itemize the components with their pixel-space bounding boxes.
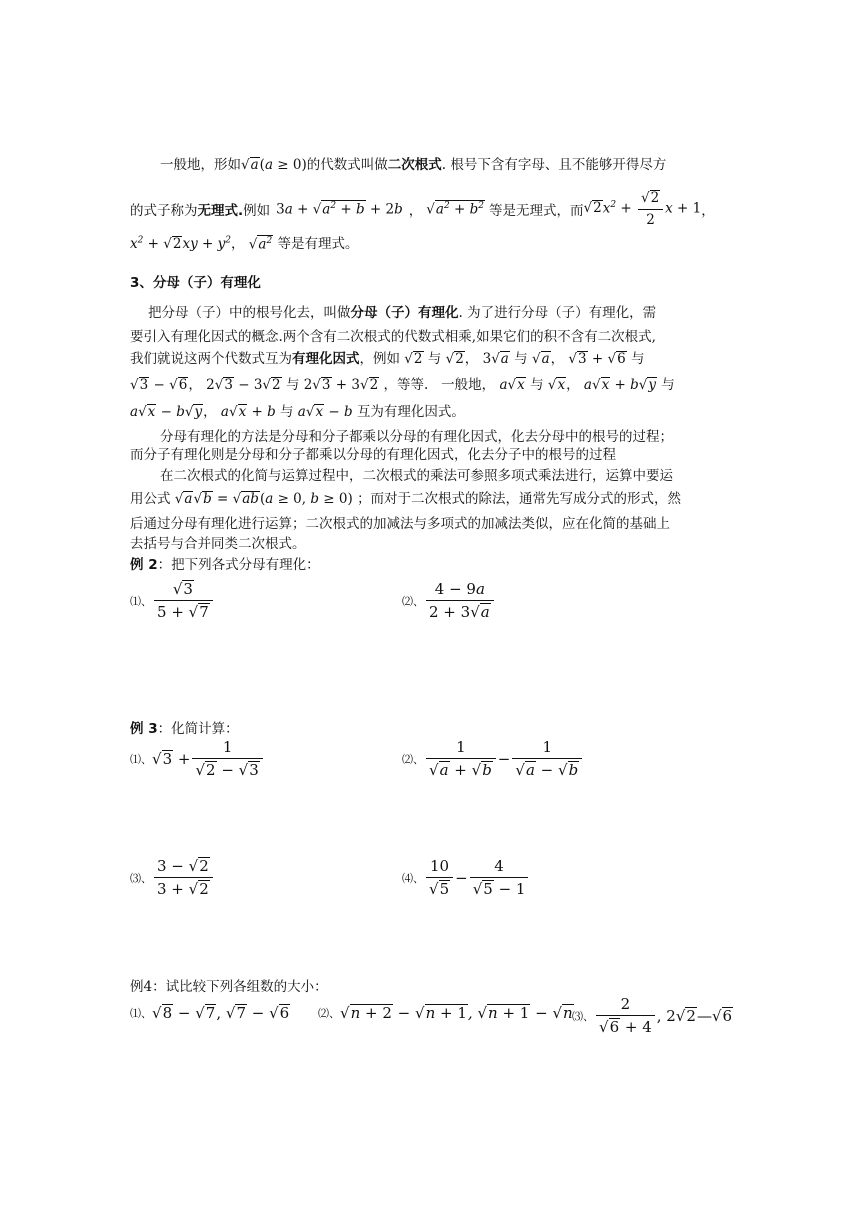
example-4-problem-2: ⑵、 √n + 2 − √n + 1, √n + 1 − √n <box>318 1004 573 1022</box>
intro-line-2: 的式子称为 无理式. 例如 $3a + √a^2 + b + 2b$ ， $√a^2 + b^2$ 等是无理式，而 $√2x^2$ + $\frac{√2}{2}$ x + 1 ， <box>130 190 715 228</box>
section3-line-5: a√x − b√y， a√x + b 与 a√x − b 互为有理化因式。 <box>130 404 465 420</box>
section3-line-2: 要引入有理化因式的概念.两个含有二次根式的代数式相乘,如果它们的积不含有二次根式, <box>130 329 656 345</box>
math-pair-6b: a√x − b√y <box>130 404 203 420</box>
example-4-problem-1: ⑴、 √8 − √7, √7 − √6 <box>130 1004 290 1022</box>
intro-line-1: 一般地，形如√a(a ≥ 0)的代数式叫做二次根式. 根号下含有字母、且不能够开得尽方 <box>160 157 667 173</box>
example-3-problem-3: ⑶、 $\frac{3 - √2}{3 + √2}$ <box>130 857 215 899</box>
example-3-problem-2: ⑵、 $\frac{1}{√a + √b}$ − $\frac{1}{√a - √b}$ <box>402 738 584 779</box>
section3-line-1: 把分母（子）中的根号化去，叫做分母（子）有理化. 为了进行分母（子）有理化，需 <box>148 305 657 321</box>
term-rationalize: 分母（子）有理化 <box>350 305 459 321</box>
math-compare-3: $\frac{2}{√6 + 4}$ , 2 √2 — √6 <box>594 995 733 1036</box>
math-frac-sqrt3-over-5-plus-sqrt7: $\frac{√3}{5 + √7}$ <box>154 580 213 622</box>
math-pair-6a: a√x + b√y 与 <box>583 377 675 393</box>
math-sqrt3-plus-frac: √3 + $\frac{1}{√2 - √3}$ <box>152 738 265 779</box>
term-irrational-expression: 无理式. <box>197 202 244 219</box>
math-example-irrational-2: $√a^2 + b^2$ <box>426 200 484 218</box>
math-example-rational-2: $x^2 + √2xy + y^2$ <box>130 235 231 252</box>
math-product-formula: √a√b = √ab(a ≥ 0, b ≥ 0) <box>174 491 353 507</box>
section3-line-10: 后通过分母有理化进行运算；二次根式的加减法与多项式的加减法类似，应在化简的基础上 <box>130 516 670 532</box>
example-2-heading: 例 2：把下列各式分母有理化： <box>130 557 320 573</box>
example-4-heading: 例4：试比较下列各组数的大小： <box>130 979 328 995</box>
section3-line-3: 我们就说这两个代数式互为有理化因式，例如 √2 与 √2， 3√a 与 √a， √3 + √6 与 <box>130 351 645 367</box>
example-3-problem-4: ⑷、 $\frac{10}{√5}$ − $\frac{4}{√5 - 1}$ <box>402 857 530 898</box>
math-compare-1: √8 − √7, √7 − √6 <box>152 1004 290 1022</box>
section3-line-6: 分母有理化的方法是分母和分子都乘以分母的有理化因式，化去分母中的根号的过程； <box>160 429 673 445</box>
math-example-rational-3: $√a^2$ <box>248 235 273 252</box>
section3-line-11: 去括号与合并同类二次根式。 <box>130 536 306 552</box>
math-pair-5: a√x 与 √x <box>499 377 566 393</box>
math-frac-10-over-sqrt5: $\frac{10}{√5}$ − $\frac{4}{√5 - 1}$ <box>424 857 530 898</box>
section3-line-8: 在二次根式的化简与运算过程中，二次根式的乘法可参照多项式乘法进行，运算中要运 <box>160 468 673 484</box>
math-compare-2: √n + 2 − √n + 1, √n + 1 − √n <box>340 1004 573 1022</box>
math-frac-4-minus-9a: $\frac{4 - 9a}{2 + 3√a}$ <box>426 580 494 621</box>
math-pair-7: a√x + b 与 a√x − b <box>220 404 353 420</box>
math-pair-3b: √3 − √6 <box>130 377 188 393</box>
math-sqrt-a-condition: √a(a ≥ 0) <box>241 157 307 173</box>
section3-line-4: √3 − √6， 2√3 − 3√2 与 2√3 + 3√2 ，等等. 一般地， a√x 与 √x， a√x + b√y 与 <box>130 377 675 393</box>
math-pair-1: √2 与 √2 <box>404 351 464 367</box>
term-rationalizing-factor: 有理化因式 <box>292 351 360 367</box>
term-quadratic-radical: 二次根式 <box>387 157 442 173</box>
math-frac-difference-ab: $\frac{1}{√a + √b}$ − $\frac{1}{√a - √b}$ <box>424 738 584 779</box>
math-pair-2: 3√a 与 √a <box>482 351 550 367</box>
intro-line-3: $x^2 + √2xy + y^2$， $√a^2$ 等是有理式。 <box>130 235 359 252</box>
example-2-problem-1: ⑴、 $\frac{√3}{5 + √7}$ <box>130 580 215 622</box>
example-2-problem-2: ⑵、 $\frac{4 - 9a}{2 + 3√a}$ <box>402 580 496 621</box>
example-3-problem-1: ⑴、 √3 + $\frac{1}{√2 - √3}$ <box>130 738 265 779</box>
section3-line-7: 而分子有理化则是分母和分子都乘以分母的有理化因式，化去分子中的根号的过程 <box>130 447 616 463</box>
math-pair-4: 2√3 − 3√2 与 2√3 + 3√2 <box>206 377 379 393</box>
math-pair-3a: √3 + √6 与 <box>568 351 645 367</box>
math-frac-3-minus-sqrt2: $\frac{3 - √2}{3 + √2}$ <box>154 857 213 899</box>
math-example-rational-1: $√2x^2$ + $\frac{√2}{2}$ x + 1 <box>583 190 702 228</box>
example-3-heading: 例 3：化简计算： <box>130 721 239 737</box>
example-4-problem-3: ⑶、 $\frac{2}{√6 + 4}$ , 2 √2 — √6 <box>572 995 733 1036</box>
section-3-heading: 3、分母（子）有理化 <box>130 275 261 291</box>
section3-line-9: 用公式 √a√b = √ab(a ≥ 0, b ≥ 0) ；而对于二次根式的除法，通常先写成分式的形式，然 <box>130 491 682 507</box>
math-example-irrational-1: $3a + √a^2 + b + 2b$ <box>276 200 403 218</box>
